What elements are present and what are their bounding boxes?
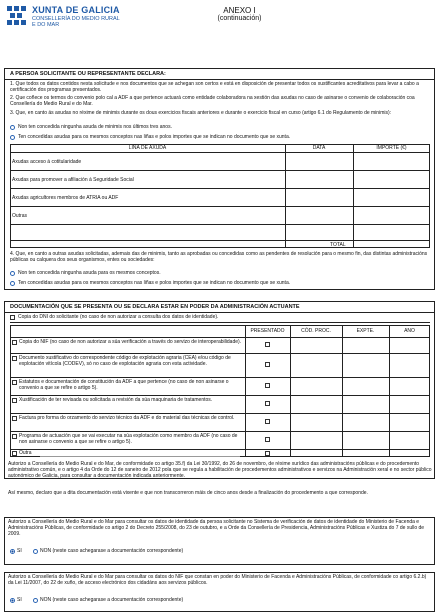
org-name: XUNTA DE GALICIA [32, 5, 120, 15]
doc-label-statutes: Estatutos e documentación de constitución da ADF a que pertence (no caso de non asinarse o convenio a que se refire o artigo 5). [19, 379, 229, 391]
presented-checkbox[interactable] [265, 437, 270, 442]
nif-yes-label: SI [17, 597, 22, 603]
doc-label-invoice: Factura pro forma do orzamento do servizo técnico da ADF e do material das técnicas de control. [19, 415, 235, 421]
dni-checkbox[interactable] [10, 315, 15, 320]
doc-checkbox-invoice[interactable] [12, 416, 17, 421]
radio-no-other-aid[interactable] [10, 271, 15, 276]
col-proc-code: CÓD. PROC. [301, 328, 331, 334]
option-no-other-aid: Non ten concedida ningunha axuda para os mesmos conceptos. [18, 270, 161, 276]
radio-no-minimis[interactable] [10, 125, 15, 130]
annex-title: ANEXO I [223, 6, 256, 15]
nif-auth-text: Autorizo a Consellería do Medio Rural e do Mar para consultar os datos do NIF que constan en poder do Ministerio de Facenda e Administracións Públicas, de conformidade co artigo 6.2.b) da Lei 11/2007, do 22 de xuño, de acceso electrónico dos cidadáns aos servizos públicos. [8, 574, 427, 586]
presented-checkbox[interactable] [265, 401, 270, 406]
minimis-row-label: Axudas para promover a afiliación á Seguridade Social [12, 177, 134, 183]
presented-checkbox[interactable] [265, 362, 270, 367]
doc-label-other: Outra [19, 450, 32, 456]
option-no-minimis: Non ten concedida ningunha axuda de minimis nos últimos tres anos. [18, 124, 172, 130]
doc-label-cea: Documento xustificativo do correspondente código de explotación agraria (CEA) e/ou código de explotación vitícola (CODEV), só no caso de explotación agraria con esta actividade. [19, 355, 231, 367]
identity-no-label: NON (neste caso achegarase a documentación correspondente) [40, 548, 184, 554]
annex-continuation: (continuación) [217, 15, 262, 22]
presented-checkbox[interactable] [265, 419, 270, 424]
radio-has-other-aid[interactable] [10, 281, 15, 286]
minimis-row-label: Axudas agricultores membros de ATRIA ou ADF [12, 195, 119, 201]
radio-has-minimis[interactable] [10, 135, 15, 140]
other-input-line[interactable] [40, 456, 240, 457]
col-presented: PRESENTADO [250, 328, 285, 334]
doc-label-programme: Programa de actuación que se vai executar na súa explotación como membro da ADF (no caso de non asinarse o convenio a que se refire o artigo 5). [19, 433, 238, 445]
col-file: EXPTE. [356, 328, 375, 334]
validity-paragraph: Así mesmo, declaro que a dita documentación está vixente e que non transcorreron máis de cinco anos desde a finalización do procedemento a que corresponde. [8, 490, 368, 496]
doc-checkbox-programme[interactable] [12, 434, 17, 439]
dept-line1: CONSELLERÍA DO MEDIO RURAL [32, 16, 120, 22]
minimis-total-label: TOTAL [330, 242, 346, 248]
minimis-header-line: LIÑA DE AXUDA [128, 145, 167, 151]
presented-checkbox[interactable] [265, 383, 270, 388]
doc-checkbox-machinery[interactable] [12, 398, 17, 403]
minimis-row-label: Axudas acceso á cotitularidade [12, 159, 82, 165]
nif-yes-radio[interactable] [10, 598, 15, 603]
doc-checkbox-nif[interactable] [12, 340, 17, 345]
nif-no-label: NON (neste caso achegarase a documentación correspondente) [40, 597, 184, 603]
declaration-item-1: 1. Que todos os datos contidos nesta solicitude e nos documentos que se achegan son certos e está en disposición de presentar todos os xustificantes acreditativos para levar a cabo a certificación dos programas presentados. [10, 81, 419, 93]
doc-checkbox-statutes[interactable] [12, 380, 17, 385]
identity-no-radio[interactable] [33, 549, 38, 554]
identity-yes-label: SI [17, 548, 22, 554]
nif-no-radio[interactable] [33, 598, 38, 603]
dni-doc-label: Copia do DNI do solicitante (no caso de non autorizar a consulta dos datos de identidade). [18, 314, 219, 320]
dept-line2: E DO MAR [32, 22, 60, 28]
col-year: ANO [404, 328, 415, 334]
option-has-minimis: Ten concedidas axudas para os mesmos conceptos nas liñas e polos importes que se indican no documento que se xunta. [18, 134, 291, 140]
option-has-other-aid: Ten concedidas axudas para os mesmos conceptos nas liñas e polos importes que se indican no documento que se xunta. [18, 280, 291, 286]
declaration-title: A PERSOA SOLICITANTE OU REPRESENTANTE DECLARA: [10, 71, 166, 77]
doc-label-machinery: Xustificación de ter revisada ou solicitada a revisión da súa maquinaria de tratamentos. [19, 397, 213, 403]
identity-yes-radio[interactable] [10, 549, 15, 554]
doc-checkbox-cea[interactable] [12, 356, 17, 361]
documentation-title: DOCUMENTACIÓN QUE SE PRESENTA OU SE DECLARA ESTAR EN PODER DA ADMINISTRACIÓN ACTUANTE [10, 304, 300, 310]
minimis-header-date: DATA [312, 145, 326, 151]
presented-checkbox[interactable] [265, 342, 270, 347]
presented-checkbox[interactable] [265, 451, 270, 456]
declaration-item-3: 3. Que, en canto ás axudas no réxime de minimis durante os dous exercicios fiscais anteriores e durante o exercicio fiscal en curso (artigo 6.1 do Regulamento de minimis): [10, 110, 392, 116]
doc-label-nif: Copia do NIF (no caso de non autorizar a súa verificación a través do servizo de interoperabilidade). [19, 339, 242, 345]
identity-auth-text: Autorizo a Consellería do Medio Rural e do Mar para consultar os datos de identidade da persoa solicitante no Sistema de verificación de datos de identidade do Ministerio de Facenda e Administracións Públicas, de conformidade co artigo 2 do Decreto 255/2008, do 23 de outubro, e a Orde da Consellería de Presidencia, Administracións Públicas e Xustiza do 7 de xullo de 2009. [8, 519, 425, 537]
doc-checkbox-other[interactable] [12, 451, 17, 456]
minimis-row-label: Outras [12, 213, 28, 219]
declaration-item-4: 4. Que, en canto a outras axudas solicitadas, ademais das de minimis, tanto as aprobadas ou concedidas como as pendentes de resolución para o mesmo fin, das distintas administracións públicas ou calquera dos seus organismos, entes ou sociedades: [10, 251, 428, 263]
declaration-item-2: 2. Que coñece os termos do convenio polo cal a ADF a que pertence actuará como entidade colaboradora na xestión das axudas no caso de asinarse o convenio de colaboración coa Consellería do Medio Rural e do Mar. [10, 95, 415, 107]
minimis-header-amount: IMPORTE (€) [376, 145, 407, 151]
consent-paragraph: Autorizo a Consellería do Medio Rural e do Mar, de conformidade co artigo 35.f) da Lei 30/1992, do 26 de novembro, de réxime xurídico das administracións públicas e do procedemento administrativo común, e o artigo 4 da Orde do 12 de xaneiro de 2012 pola que se regula a habilitación de procedementos administrativos e servizos na Administración xeral e no sector público autonómico de Galicia, para consultar a documentación indicada anteriormente. [8, 461, 432, 479]
